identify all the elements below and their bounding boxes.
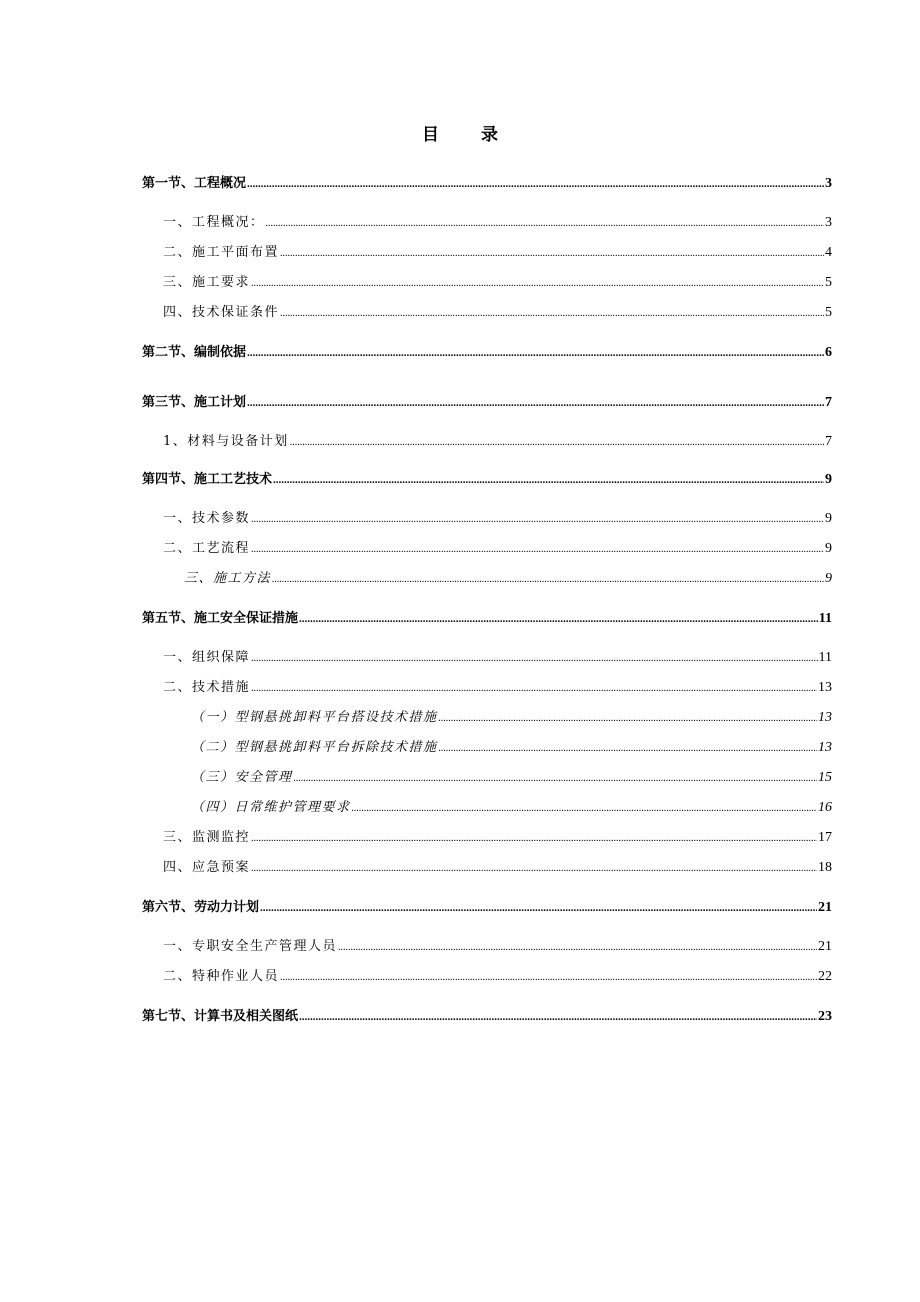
toc-leader [260, 898, 817, 918]
toc-entry-page: 15 [818, 770, 832, 785]
toc-leader [247, 393, 824, 413]
toc-entry-label: 第二节、编制依据 [142, 345, 247, 360]
toc-entry-page: 3 [825, 176, 832, 191]
toc-entry-page: 5 [825, 275, 832, 290]
toc-entry-label: 三、施工方法 [184, 571, 272, 586]
toc-entry-label: 第六节、劳动力计划 [142, 900, 260, 915]
toc-entry[interactable] [191, 708, 832, 728]
toc-entry-label: 二、特种作业人员 [163, 969, 280, 984]
toc-entry-page: 9 [825, 511, 832, 526]
toc-leader [251, 829, 817, 849]
toc-entry-page: 11 [818, 650, 832, 665]
toc-entry[interactable] [142, 343, 832, 363]
toc-entry-page: 7 [825, 434, 832, 449]
toc-entry[interactable] [163, 678, 832, 698]
toc-entry[interactable] [142, 174, 832, 194]
toc-entry[interactable] [163, 937, 832, 957]
toc-entry-label: 二、工艺流程 [163, 541, 251, 556]
toc-entry-label: 第五节、施工安全保证措施 [142, 611, 299, 626]
toc-leader [299, 609, 818, 629]
toc-entry[interactable] [191, 768, 832, 788]
toc-entry-label: 一、专职安全生产管理人员 [163, 939, 338, 954]
toc-entry-label: （三）安全管理 [191, 770, 293, 785]
toc-entry[interactable] [163, 828, 832, 848]
toc-entry-page: 9 [825, 541, 832, 556]
toc-entry-page: 3 [825, 215, 832, 230]
toc-entry[interactable] [184, 569, 832, 589]
toc-entry[interactable] [191, 738, 832, 758]
toc-entry-page: 22 [818, 969, 832, 984]
toc-leader [439, 739, 817, 759]
toc-leader [247, 174, 824, 194]
toc-leader [439, 709, 817, 729]
toc-entry-label: （二）型钢悬挑卸料平台拆除技术措施 [191, 740, 438, 755]
toc-entry-label: 一、组织保障 [163, 650, 251, 665]
toc-entry-page: 18 [818, 860, 832, 875]
toc-leader [251, 859, 817, 879]
toc-entry-label: 四、技术保证条件 [163, 305, 280, 320]
toc-leader [247, 343, 824, 363]
toc-leader [338, 938, 817, 958]
toc-entry-label: 三、施工要求 [163, 275, 251, 290]
toc-entry-page: 11 [818, 611, 832, 626]
toc-entry-page: 13 [818, 710, 832, 725]
toc-entry-page: 17 [818, 830, 832, 845]
toc-entry-label: 1、材料与设备计划 [163, 434, 289, 449]
toc-leader [290, 433, 824, 453]
toc-leader [352, 799, 817, 819]
toc-leader [280, 304, 824, 324]
toc-entry[interactable] [142, 470, 832, 490]
toc-leader [251, 510, 824, 530]
toc-entry-label: 第七节、计算书及相关图纸 [142, 1009, 299, 1024]
toc-entry[interactable] [142, 609, 832, 629]
toc-leader [266, 214, 824, 234]
toc-entry-page: 21 [818, 900, 832, 915]
toc-entry-page: 6 [825, 345, 832, 360]
toc-leader [299, 1007, 817, 1027]
toc-leader [280, 244, 824, 264]
toc-leader [294, 769, 817, 789]
toc-leader [251, 679, 817, 699]
toc-entry-label: （一）型钢悬挑卸料平台搭设技术措施 [191, 710, 438, 725]
toc-entry-label: 第四节、施工工艺技术 [142, 472, 273, 487]
toc-entry-label: 三、监测监控 [163, 830, 251, 845]
toc-entry[interactable] [163, 273, 832, 293]
toc-entry[interactable] [163, 243, 832, 263]
toc-entry-page: 4 [825, 245, 832, 260]
page-title: 目 录 [422, 125, 516, 145]
toc-entry-label: （四）日常维护管理要求 [191, 800, 351, 815]
toc-entry[interactable] [163, 648, 832, 668]
toc-entry-page: 16 [818, 800, 832, 815]
toc-entry[interactable] [163, 213, 832, 233]
toc-entry[interactable] [142, 1007, 832, 1027]
toc-entry-label: 二、技术措施 [163, 680, 251, 695]
toc-leader [251, 540, 824, 560]
toc-entry[interactable] [163, 858, 832, 878]
toc-leader [272, 570, 824, 590]
toc-entry[interactable] [191, 798, 832, 818]
toc-leader [251, 649, 818, 669]
toc-entry-page: 13 [818, 680, 832, 695]
toc-entry-label: 四、应急预案 [163, 860, 251, 875]
toc-entry[interactable] [163, 539, 832, 559]
toc-entry-label: 一、工程概况： [163, 215, 265, 230]
toc-entry-page: 13 [818, 740, 832, 755]
toc-entry-page: 23 [818, 1009, 832, 1024]
toc-entry[interactable] [142, 898, 832, 918]
toc-entry-page: 9 [825, 571, 832, 586]
toc-entry-label: 一、技术参数 [163, 511, 251, 526]
toc-entry-label: 第一节、工程概况 [142, 176, 247, 191]
toc-entry[interactable] [163, 509, 832, 529]
toc-entry-page: 21 [818, 939, 832, 954]
toc-entry-page: 5 [825, 305, 832, 320]
toc-entry[interactable] [163, 967, 832, 987]
toc-leader [251, 274, 824, 294]
toc-entry[interactable] [163, 303, 832, 323]
toc-entry-label: 第三节、施工计划 [142, 395, 247, 410]
toc-entry-page: 9 [825, 472, 832, 487]
toc-entry-page: 7 [825, 395, 832, 410]
toc-leader [273, 470, 824, 490]
toc-leader [280, 968, 817, 988]
toc-entry-label: 二、施工平面布置 [163, 245, 280, 260]
toc-entry[interactable] [163, 432, 832, 452]
toc-entry[interactable] [142, 393, 832, 413]
